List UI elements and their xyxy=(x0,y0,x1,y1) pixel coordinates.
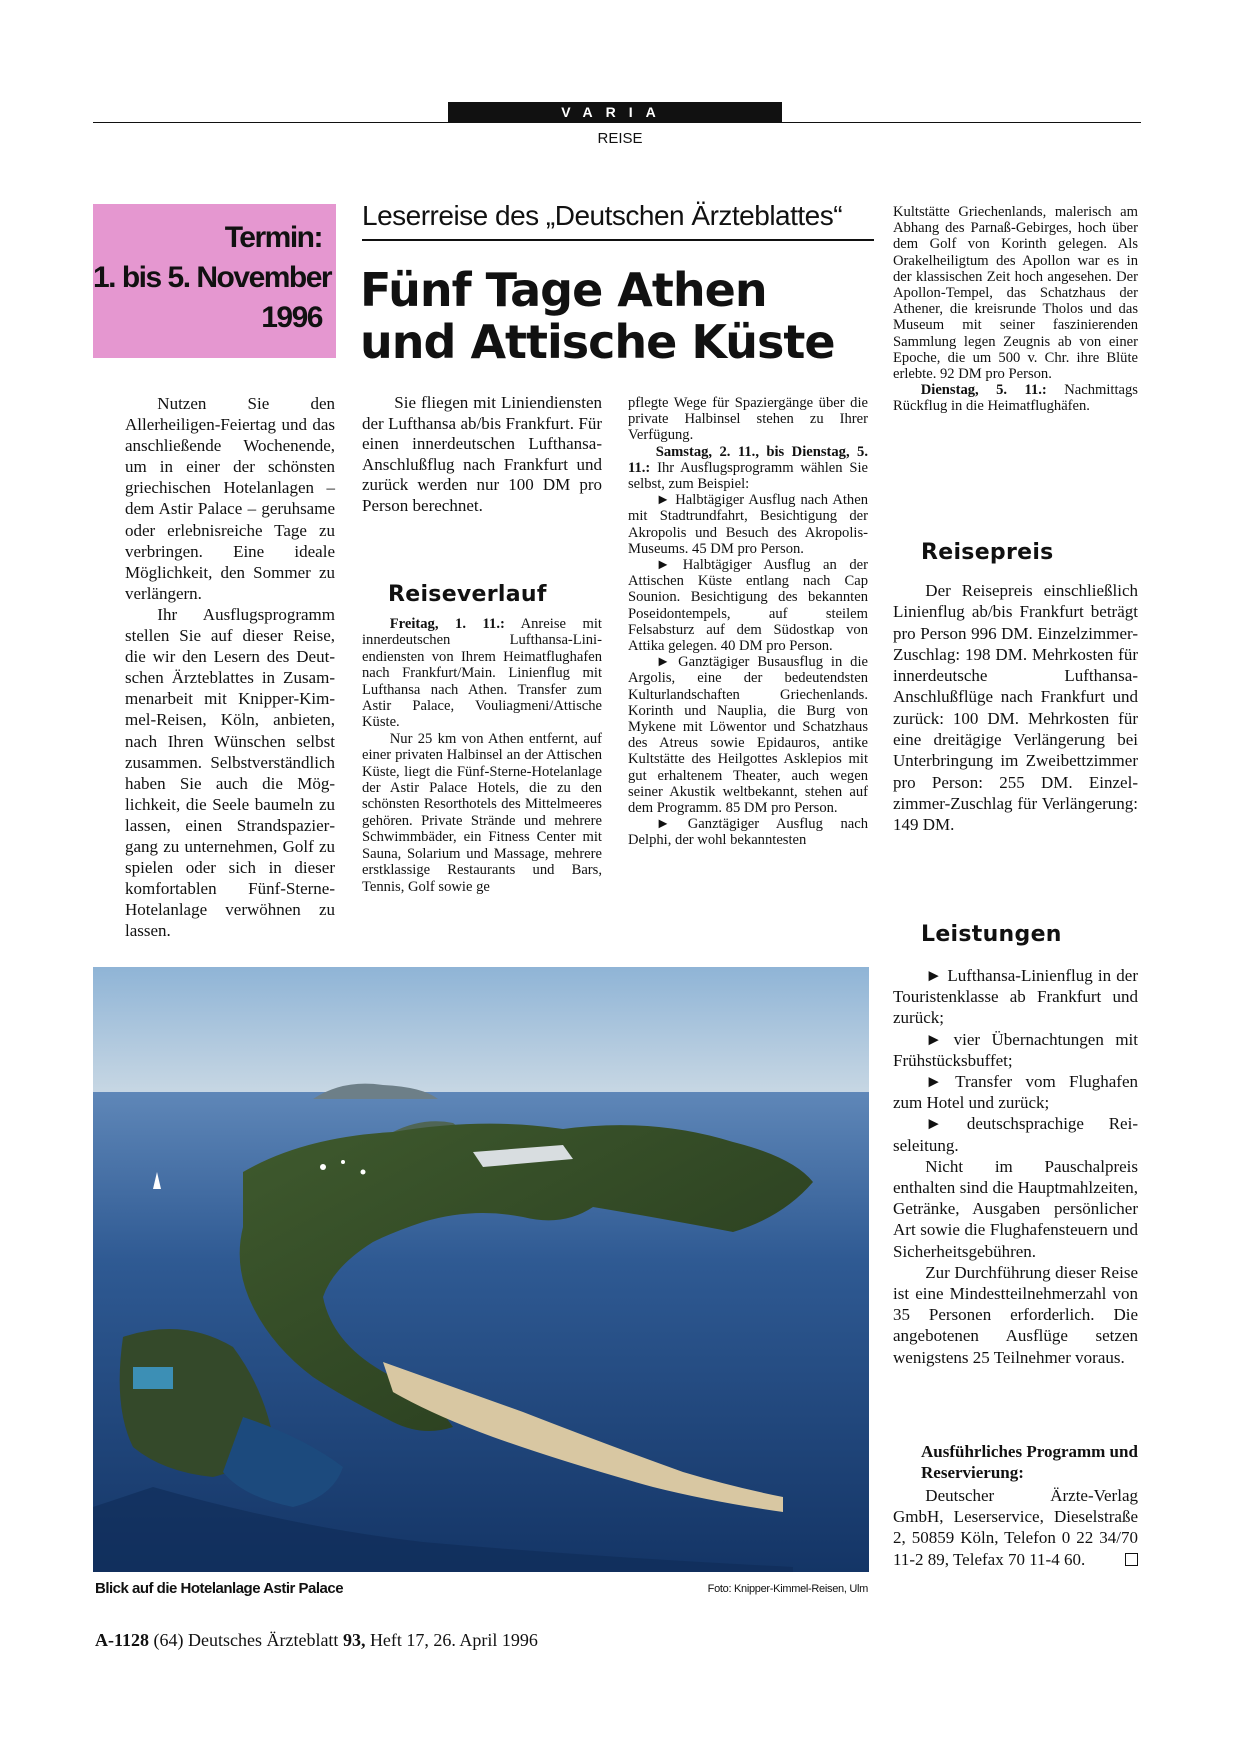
column-flight xyxy=(362,393,602,517)
leistungen-minimum: Zur Durchführung dieser Reise ist eine Mindestteilnehmerzahl von 35 Personen erforderlich. Die angebotenen Ausflüge setzen wenigstens 25 Teilnehmer voraus. xyxy=(893,1262,1138,1367)
triangle-right-icon: ► xyxy=(655,492,671,509)
column-reisepreis xyxy=(893,580,1138,836)
article-kicker: Leserreise des „Deutschen Ärzteblattes“ xyxy=(362,200,843,231)
boat xyxy=(320,1164,326,1170)
triangle-right-icon: ► xyxy=(655,557,671,574)
heading-reiseverlauf: Reiseverlauf xyxy=(388,582,547,607)
excursion-sounion-text: Halbtägiger Ausflug an der Attischen Küste entlang nach Cap Sounion. Besichtigung des bekannten Poseidontempels, auf steilem Felsabsturz auf dem Südostkap von Attika gelegen. 40 DM pro Person. xyxy=(628,557,868,655)
header-rule xyxy=(93,122,1141,123)
programm-contact-text: Deutscher Ärzte-Verlag GmbH, Leserservice, Dieselstraße 2, 50859 Köln, Telefon 0 22 34/70 11-2 89, Telefax 70 11-4 60. xyxy=(893,1486,1138,1569)
day-friday-lead: Freitag, 1. 11.: xyxy=(389,616,505,632)
triangle-right-icon: ► xyxy=(925,1072,943,1092)
excursion-argolis-text: Ganztägiger Busausflug in die Argolis, eine der bedeutendsten Kulturlandschaften Griechenlands. Korinth und Nauplia, die Burg von Mykene mit Löwentor und Schatzhaus des Atreus sowie Epidauros, antike Kultstätte des Heilgottes Asklepios mit gut erhaltenem Theater, auch wegen seiner Akustik weltbekannt, stehen auf dem Programm. 85 DM pro Person. xyxy=(628,654,869,817)
hotel-photo xyxy=(93,967,869,1572)
leistung-item xyxy=(893,965,1138,1029)
triangle-right-icon: ► xyxy=(655,654,671,671)
programm-contact xyxy=(893,1485,1138,1570)
day-friday-text: Anreise mit innerdeutschen Lufthansa-Liniendiensten von Ihrem Heimatflughafen nach Frankfurt/Main. Linienflug mit Lufthansa nach Athen. Transfer zum Astir Palace, Vouliagmeni/Attische Küste. xyxy=(362,616,602,731)
day-saturday-lead: Samstag, 2. 11., bis Dienstag, 5. 11.: xyxy=(628,443,868,476)
page-number: A-1128 xyxy=(95,1630,149,1650)
leistungen-exclusions: Nicht im Pauschalpreis enthalten sind die Hauptmahlzeiten, Getränke, Ausgaben persönlicher Art sowie die Flughafensteuern und Sicherheitsgebühren. xyxy=(893,1156,1138,1261)
title-line-1: Fünf Tage Athen xyxy=(360,263,767,317)
leistung-item-text: Lufthansa-Linienflug in der Touristenklasse ab Frankfurt und zurück; xyxy=(893,966,1139,1028)
day-tuesday xyxy=(893,382,1138,414)
column-reiseverlauf xyxy=(362,616,602,895)
leistung-item xyxy=(893,1029,1138,1071)
excursion-argolis xyxy=(628,654,868,816)
leistung-item xyxy=(893,1113,1138,1155)
boat xyxy=(361,1170,366,1175)
column-excursions xyxy=(628,395,868,849)
title-line-2: und Attische Küste xyxy=(360,315,835,369)
leistung-item-text: Transfer vom Flughafen zum Hotel und zurück; xyxy=(893,1072,1138,1113)
heading-reisepreis: Reisepreis xyxy=(921,540,1054,565)
footer-journal: (64) Deutsches Ärzteblatt xyxy=(149,1630,343,1650)
excursion-athen xyxy=(628,492,868,557)
leistung-item xyxy=(893,1071,1138,1113)
column-leistungen xyxy=(893,965,1138,1368)
day-tuesday-lead: Dienstag, 5. 11.: xyxy=(920,382,1047,399)
triangle-right-icon: ► xyxy=(925,966,943,985)
column-programm xyxy=(893,1485,1138,1570)
day-saturday-text: Ihr Ausflugsprogramm wählen Sie selbst, zum Beispiel: xyxy=(628,459,868,493)
excursion-delphi xyxy=(628,816,868,848)
footer-issue: Heft 17, 26. April 1996 xyxy=(365,1630,538,1650)
termin-label: Termin: xyxy=(224,221,322,254)
heading-leistungen: Leistungen xyxy=(921,922,1062,947)
triangle-right-icon: ► xyxy=(655,816,671,833)
excursions-intro: pflegte Wege für Spaziergänge über die private Halbinsel stehen zu Ihrer Verfügung. xyxy=(628,395,868,444)
triangle-right-icon: ► xyxy=(925,1029,943,1049)
day-friday xyxy=(362,616,602,731)
leistung-item-text: vier Übernachtungen mit Frühstücksbuffet; xyxy=(893,1029,1138,1070)
photo-caption: Blick auf die Hotelanlage Astir Palace xyxy=(95,1580,344,1597)
reisepreis-paragraph: Der Reisepreis einschließlich Linienflug ab/bis Frankfurt beträgt pro Person 996 DM. Einzelzimmer-Zuschlag: 198 DM. Mehrkosten für innerdeutsche Lufthansa-Anschlußflüge nach Frankfurt und zurück: 100 DM. Mehrkosten für eine dreitägige Verlängerung bei Unterbringung im Zweibettzimmer pro Person: 255 DM. Einzelzimmer-Zuschlag für Verlängerung: 149 DM. xyxy=(893,581,1138,835)
sky xyxy=(93,967,869,1097)
intro-paragraph-1: Nutzen Sie den Allerheiligen-Feiertag und das anschließende Wochenende, um in einer der schönsten griechischen Hotelanlagen – dem Astir Palace – geruhsame oder erlebnisreiche Tage zu verbringen. Eine ideale Möglichkeit, den Sommer zu verlängern. xyxy=(125,394,335,603)
day-tuesday-text: Nachmittags Rückflug in die Heimatflughäfen. xyxy=(893,382,1138,415)
intro-paragraph-2: Ihr Ausflugsprogramm stellen Sie auf dieser Reise, die wir den Lesern des Deutschen Ärzteblattes in Zusammenarbeit mit Knipper-Kimmel-Reisen, Köln, anbieten, nach Ihren Wünschen selbst zusammen. Selbstverständlich haben Sie auch die Möglichkeit, die Seele baumeln zu lassen, einen Strandspaziergang zu unternehmen, Golf zu spielen oder sich in dieser komfortablen Fünf-Sterne-Hotelanlage verwöhnen zu lassen. xyxy=(125,604,335,941)
subsection-label: REISE xyxy=(597,130,643,147)
excursion-sounion xyxy=(628,557,868,654)
termin-box xyxy=(93,204,336,358)
square-endmark-icon xyxy=(1125,1553,1138,1566)
aerial-illustration xyxy=(93,967,869,1572)
hotel-paragraph: Nur 25 km von Athen entfernt, auf einer privaten Halbinsel an der Attischen Küste, liegt die Fünf-Sterne-Hotelanlage der Astir Palace Hotels, die zu den schönsten Resorthotels des Mittelmeeres gehören. Private Strände und mehrere Schwimmbäder, ein Fitness Center mit Sauna, Solarium und Massage, mehrere erstklassige Restaurants und Bars, Tennis, Golf sowie ge xyxy=(362,730,602,895)
pool xyxy=(133,1367,173,1389)
triangle-right-icon: ► xyxy=(925,1114,943,1134)
boat xyxy=(341,1160,345,1164)
column-intro xyxy=(125,393,335,941)
termin-dates: 1. bis 5. November xyxy=(93,261,332,294)
footer-volume: 93, xyxy=(342,1630,366,1650)
photo-credit: Foto: Knipper-Kimmel-Reisen, Ulm xyxy=(707,1583,868,1595)
article-title xyxy=(360,264,880,368)
heading-programm: Ausführliches Programm und Reservierung: xyxy=(921,1442,1138,1482)
page-footer xyxy=(95,1630,538,1651)
column-delphi xyxy=(893,204,1138,415)
leistung-item-text: deutschsprachige Reiseleitung. xyxy=(893,1114,1138,1155)
flight-paragraph: Sie fliegen mit Liniendiensten der Lufthansa ab/bis Frankfurt. Für einen innerdeutschen Lufthansa-Anschlußflug nach Frankfurt und zurück werden nur 100 DM pro Person berechnet. xyxy=(362,393,602,515)
section-label: VARIA xyxy=(448,102,782,123)
delphi-paragraph: Kultstätte Griechenlands, malerisch am Abhang des Parnaß-Gebirges, hoch über dem Golf von Korinth gelegen. Als Orakelheiligtum des Apollon war es in der klassischen Zeit hoch angesehen. Der Apollon-Tempel, das Schatzhaus der Athener, die kreisrunde Tholos und das Museum mit seiner faszinierenden Sammlung legen Zeugnis ab von einer Epoche, die um 500 v. Chr. ihre Blüte erlebte. 92 DM pro Person. xyxy=(893,204,1138,383)
termin-year: 1996 xyxy=(261,301,322,334)
day-saturday xyxy=(628,444,868,493)
kicker-rule xyxy=(362,239,874,241)
excursion-delphi-text: Ganztägiger Ausflug nach Delphi, der wohl bekanntesten xyxy=(628,816,868,849)
excursion-athen-text: Halbtägiger Ausflug nach Athen mit Stadtrundfahrt, Besichtigung der Akropolis und Besuch des Akropolis-Museums. 45 DM pro Person. xyxy=(628,492,868,557)
